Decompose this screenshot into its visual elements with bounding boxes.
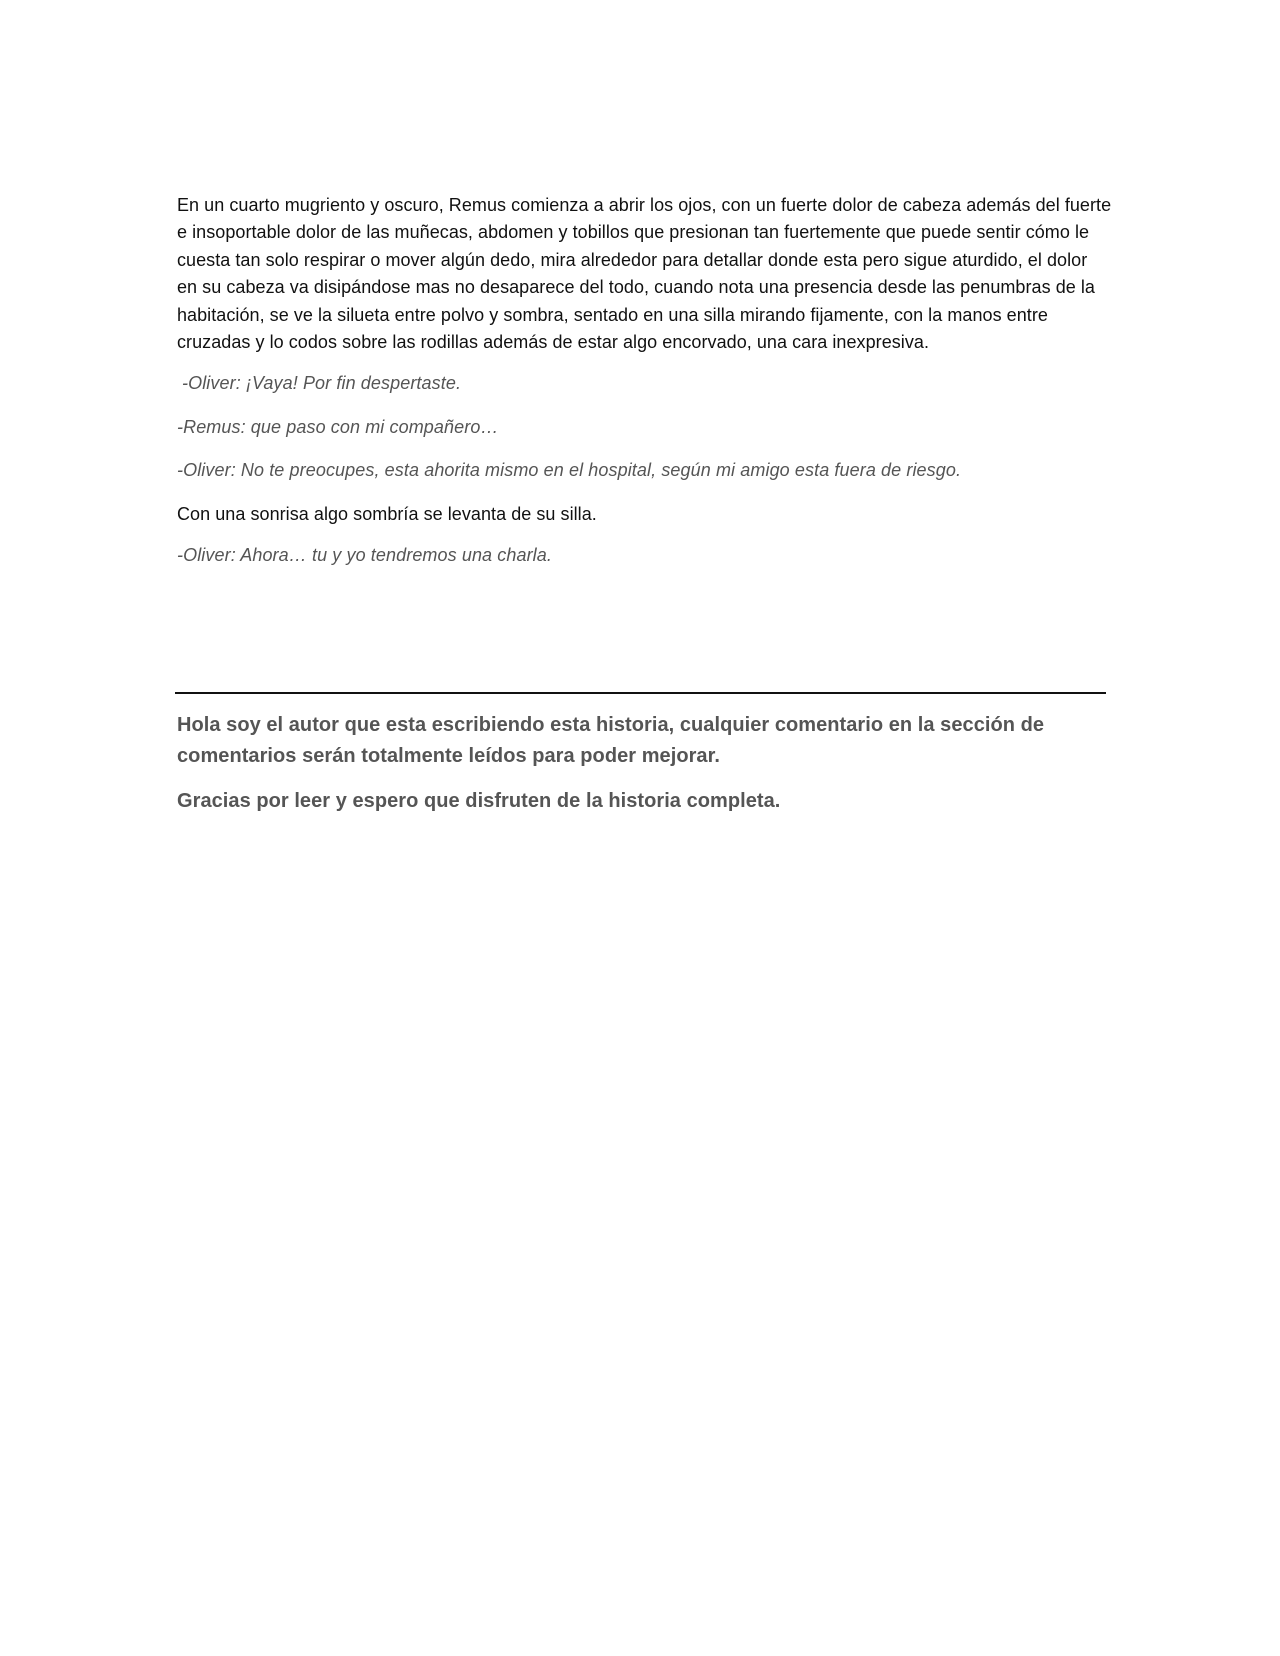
dialogue-line-remus: -Remus: que paso con mi compañero…	[177, 416, 499, 437]
author-note-thanks: Gracias por leer y espero que disfruten de la historia completa.	[177, 790, 781, 812]
dialogue-line-oliver-2: -Oliver: No te preocupes, esta ahorita mismo en el hospital, según mi amigo esta fuera de riesgo.	[177, 460, 962, 481]
narration-line: Con una sonrisa algo sombría se levanta de su silla.	[177, 503, 597, 524]
story-section	[177, 192, 1112, 585]
author-note-section	[177, 710, 1112, 831]
author-note-comment: Hola soy el autor que esta escribiendo esta historia, cualquier comentario en la sección de comentarios serán totalmente leídos para poder mejorar.	[177, 714, 1045, 767]
dialogue-line-oliver-3: -Oliver: Ahora… tu y yo tendremos una charla.	[177, 545, 552, 566]
story-opening-paragraph: En un cuarto mugriento y oscuro, Remus comienza a abrir los ojos, con un fuerte dolor de cabeza además del fuerte e insoportable dolor de las muñecas, abdomen y tobillos que presionan tan fuertemente que puede sentir cómo le cuesta tan solo respirar o mover algún dedo, mira alrededor para detallar donde esta pero sigue aturdido, el dolor en su cabeza va disipándose mas no desaparece del todo, cuando nota una presencia desde las penumbras de la habitación, se ve la silueta entre polvo y sombra, sentado en una silla mirando fijamente, con la manos entre cruzadas y lo codos sobre las rodillas además de estar algo encorvado, una cara inexpresiva.	[177, 195, 1112, 353]
section-divider	[175, 692, 1106, 694]
dialogue-line-oliver-1: -Oliver: ¡Vaya! Por fin despertaste.	[182, 373, 462, 394]
